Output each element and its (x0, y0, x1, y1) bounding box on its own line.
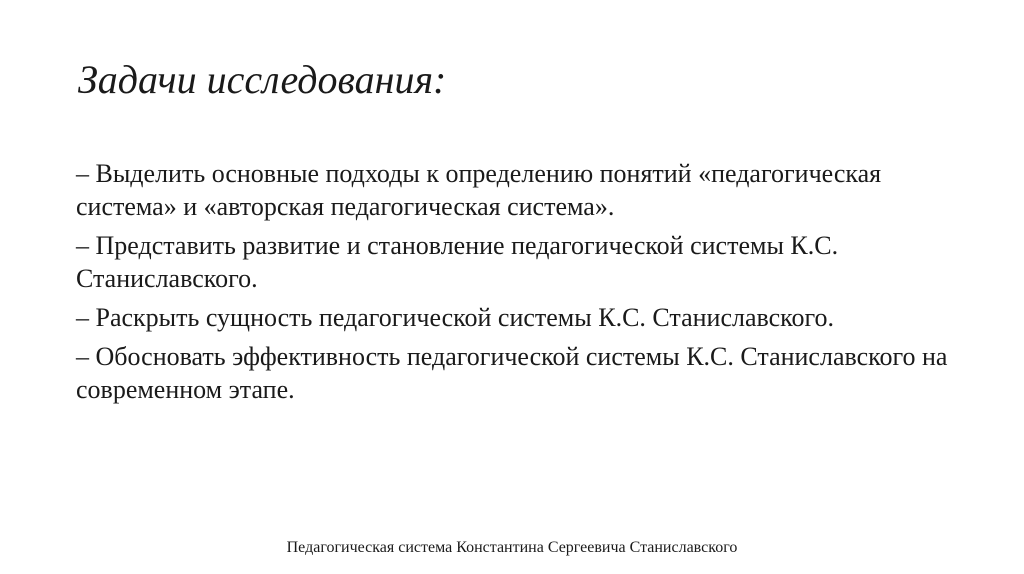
slide-title: Задачи исследования: (78, 57, 447, 102)
slide-footer: Педагогическая система Константина Сергеевича Станиславского (286, 539, 738, 556)
task-list (76, 157, 956, 412)
task-item-3: – Раскрыть сущность педагогической системы К.С. Станиславского. (76, 303, 834, 332)
task-item-1: – Выделить основные подходы к определению понятий «педагогическая система» и «авторская педагогическая система». (76, 159, 882, 221)
task-item-2: – Представить развитие и становление педагогической системы К.С. Станиславского. (76, 231, 839, 293)
task-item-4: – Обосновать эффективность педагогической системы К.С. Станиславского на современном этапе. (76, 342, 948, 404)
